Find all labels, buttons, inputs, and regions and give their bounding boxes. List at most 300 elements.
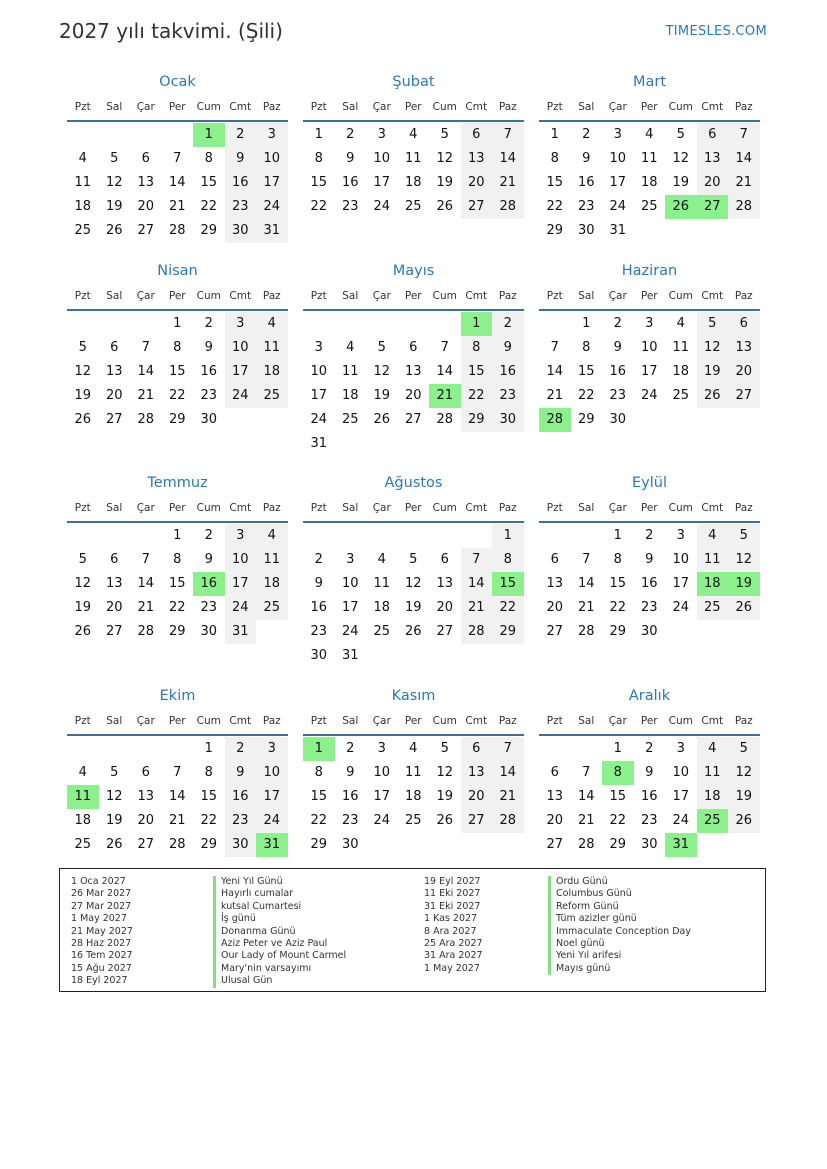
day-cell: 11 (74, 175, 92, 190)
weekday-label: Cmt (701, 502, 724, 514)
day-cell: 6 (110, 552, 119, 567)
empty-cell (303, 524, 335, 548)
day-cell: 19 (105, 199, 123, 214)
empty-cell (571, 524, 603, 548)
day-cell: 26 (728, 596, 760, 620)
day-cell: 29 (310, 837, 328, 852)
day-cell: 14 (461, 572, 493, 596)
weekday-label: Cmt (229, 715, 252, 727)
day-cell: 30 (609, 412, 627, 427)
day-cell: 28 (577, 837, 595, 852)
day-cell: 22 (310, 199, 328, 214)
week-row (539, 785, 760, 809)
weekday-label: Paz (498, 715, 517, 727)
day-cell: 7 (173, 151, 182, 166)
holiday-date: 15 Ağu 2027 (71, 962, 132, 974)
week-row (303, 171, 524, 195)
weekday-header (303, 96, 524, 122)
month-name: Mart (632, 74, 667, 90)
day-cell: 24 (672, 600, 690, 615)
day-cell: 2 (645, 528, 654, 543)
day-cell: 23 (609, 388, 627, 403)
holiday-name: Ulusal Gün (213, 975, 346, 987)
day-cell: 10 (256, 761, 288, 785)
month-name: Temmuz (147, 475, 208, 491)
weekday-label: Paz (262, 502, 281, 514)
week-row (539, 737, 760, 761)
day-cell: 13 (546, 789, 564, 804)
week-row (539, 761, 760, 785)
empty-cell (398, 524, 430, 548)
weekday-label: Çar (372, 715, 391, 727)
day-cell: 28 (461, 620, 493, 644)
weekday-header (67, 497, 288, 523)
weekday-label: Pzt (546, 290, 563, 302)
empty-cell (461, 644, 493, 668)
day-cell: 3 (676, 741, 685, 756)
holiday-date: 21 May 2027 (71, 925, 133, 937)
holiday-name: kutsal Cumartesi (213, 901, 346, 913)
day-cell: 13 (436, 576, 454, 591)
weekday-header (539, 285, 760, 311)
day-cell: 11 (404, 151, 422, 166)
day-cell: 24 (373, 813, 391, 828)
day-cell: 8 (613, 552, 622, 567)
day-cell: 25 (373, 624, 391, 639)
empty-cell (665, 620, 697, 644)
week-row (303, 572, 524, 596)
week-row (539, 524, 760, 548)
day-cell: 3 (225, 524, 257, 548)
day-cell: 21 (137, 600, 155, 615)
day-cell: 14 (436, 364, 454, 379)
day-cell: 23 (640, 600, 658, 615)
week-row (303, 620, 524, 644)
holiday-name: Donanma Günü (213, 926, 346, 938)
empty-cell (697, 620, 729, 644)
week-row (539, 195, 760, 219)
day-cell: 2 (204, 528, 213, 543)
day-cell: 30 (577, 223, 595, 238)
day-cell: 27 (137, 837, 155, 852)
day-cell: 4 (256, 524, 288, 548)
day-cell: 23 (492, 384, 524, 408)
week-row (303, 833, 524, 857)
day-cell: 7 (440, 340, 449, 355)
day-cell: 3 (613, 127, 622, 142)
holiday-date: 19 Eyl 2027 (424, 876, 481, 887)
holiday-date: 16 Tem 2027 (71, 950, 133, 962)
day-cell: 24 (341, 624, 359, 639)
month-block (303, 686, 524, 857)
empty-cell (461, 524, 493, 548)
day-cell: 5 (377, 340, 386, 355)
day-cell: 20 (137, 199, 155, 214)
week-row (539, 548, 760, 572)
day-cell: 25 (74, 837, 92, 852)
day-cell: 11 (373, 576, 391, 591)
weekday-label: Pzt (310, 502, 327, 514)
day-cell: 20 (105, 388, 123, 403)
empty-cell (162, 737, 194, 761)
day-cell: 15 (461, 360, 493, 384)
empty-cell (130, 524, 162, 548)
day-cell: 10 (310, 364, 328, 379)
holiday-day-cell: 1 (461, 312, 493, 336)
day-cell: 25 (404, 813, 422, 828)
day-cell: 22 (577, 388, 595, 403)
month-name: Haziran (621, 263, 678, 279)
day-cell: 3 (645, 316, 654, 331)
day-cell: 21 (461, 596, 493, 620)
day-cell: 16 (640, 789, 658, 804)
weekday-label: Sal (578, 290, 595, 302)
weekday-label: Cmt (465, 101, 488, 113)
day-cell: 15 (200, 175, 218, 190)
weekday-label: Çar (608, 502, 627, 514)
month-block (539, 686, 760, 857)
legend-dates-left (71, 876, 133, 988)
weekday-label: Sal (106, 502, 123, 514)
week-row (303, 524, 524, 548)
empty-cell (728, 833, 760, 857)
day-cell: 14 (577, 789, 595, 804)
day-cell: 26 (728, 809, 760, 833)
day-cell: 2 (346, 741, 355, 756)
day-cell: 17 (373, 789, 391, 804)
day-cell: 24 (256, 195, 288, 219)
empty-cell (539, 312, 571, 336)
day-cell: 19 (105, 813, 123, 828)
weekday-label: Cmt (229, 502, 252, 514)
day-cell: 8 (204, 765, 213, 780)
day-cell: 26 (74, 412, 92, 427)
holiday-date: 18 Eyl 2027 (71, 975, 128, 987)
day-cell: 2 (645, 741, 654, 756)
weekday-header (539, 497, 760, 523)
day-cell: 5 (440, 741, 449, 756)
day-cell: 28 (168, 223, 186, 238)
weekday-label: Sal (342, 502, 359, 514)
day-cell: 26 (436, 199, 454, 214)
day-cell: 28 (492, 195, 524, 219)
day-cell: 29 (546, 223, 564, 238)
empty-cell (99, 123, 131, 147)
day-cell: 19 (436, 789, 454, 804)
week-row (303, 147, 524, 171)
month-name: Ağustos (384, 475, 443, 491)
holiday-date: 1 May 2027 (71, 913, 127, 925)
day-cell: 17 (341, 600, 359, 615)
weekday-label: Paz (262, 101, 281, 113)
holiday-name: Our Lady of Mount Carmel (213, 950, 346, 962)
day-cell: 1 (613, 741, 622, 756)
week-row (539, 336, 760, 360)
day-cell: 12 (74, 364, 92, 379)
weekday-label: Cmt (465, 502, 488, 514)
day-cell: 12 (74, 576, 92, 591)
brand-link[interactable]: TIMESLES.COM (665, 24, 767, 39)
day-cell: 18 (256, 360, 288, 384)
holiday-date: 1 Oca 2027 (71, 876, 126, 887)
day-cell: 25 (672, 388, 690, 403)
day-cell: 16 (577, 175, 595, 190)
day-cell: 10 (373, 151, 391, 166)
day-cell: 14 (492, 761, 524, 785)
empty-cell (665, 219, 697, 243)
weekday-label: Paz (498, 290, 517, 302)
day-cell: 13 (137, 175, 155, 190)
day-cell: 28 (492, 809, 524, 833)
weekday-label: Çar (608, 290, 627, 302)
day-cell: 4 (346, 340, 355, 355)
day-cell: 1 (173, 528, 182, 543)
day-cell: 26 (105, 837, 123, 852)
day-cell: 13 (728, 336, 760, 360)
empty-cell (429, 312, 461, 336)
day-cell: 30 (225, 219, 257, 243)
day-cell: 25 (74, 223, 92, 238)
day-cell: 22 (200, 199, 218, 214)
empty-cell (335, 432, 367, 456)
weekday-label: Per (640, 502, 658, 514)
week-row (303, 761, 524, 785)
month-name: Şubat (392, 74, 435, 90)
day-cell: 18 (341, 388, 359, 403)
weekday-label: Paz (262, 715, 281, 727)
day-cell: 17 (225, 360, 257, 384)
weekday-label: Cum (432, 101, 457, 113)
day-cell: 13 (105, 576, 123, 591)
empty-cell (162, 123, 194, 147)
weekday-label: Cum (432, 502, 457, 514)
day-cell: 13 (697, 147, 729, 171)
week-row (303, 384, 524, 408)
holiday-name: Tüm azizler günü (548, 913, 691, 925)
day-cell: 7 (582, 765, 591, 780)
day-cell: 5 (676, 127, 685, 142)
day-cell: 23 (341, 199, 359, 214)
day-cell: 5 (110, 765, 119, 780)
weekday-label: Per (404, 290, 422, 302)
legend-dates-right (424, 876, 483, 975)
weekday-label: Cmt (229, 101, 252, 113)
empty-cell (697, 408, 729, 432)
month-block (539, 261, 760, 432)
month-name: Aralık (628, 688, 671, 704)
day-cell: 11 (256, 336, 288, 360)
day-cell: 9 (346, 151, 355, 166)
weekday-label: Cum (668, 101, 693, 113)
day-cell: 25 (404, 199, 422, 214)
day-cell: 8 (550, 151, 559, 166)
day-cell: 29 (609, 837, 627, 852)
day-cell: 13 (546, 576, 564, 591)
day-cell: 28 (728, 195, 760, 219)
day-cell: 16 (225, 785, 257, 809)
empty-cell (398, 833, 430, 857)
day-cell: 27 (105, 412, 123, 427)
holiday-name: Noel günü (548, 938, 691, 950)
day-cell: 10 (373, 765, 391, 780)
weekday-label: Paz (734, 715, 753, 727)
day-cell: 18 (697, 785, 729, 809)
day-cell: 28 (168, 837, 186, 852)
day-cell: 27 (137, 223, 155, 238)
day-cell: 4 (409, 741, 418, 756)
holiday-name: Aziz Peter ve Aziz Paul (213, 938, 346, 950)
day-cell: 22 (168, 388, 186, 403)
day-cell: 7 (492, 737, 524, 761)
week-row (67, 620, 288, 644)
week-row (67, 219, 288, 243)
day-cell: 17 (310, 388, 328, 403)
day-cell: 23 (640, 813, 658, 828)
day-cell: 7 (550, 340, 559, 355)
day-cell: 11 (404, 765, 422, 780)
holiday-day-cell: 19 (728, 572, 760, 596)
empty-cell (99, 737, 131, 761)
day-cell: 7 (141, 340, 150, 355)
week-row (67, 336, 288, 360)
week-row (303, 195, 524, 219)
day-cell: 23 (200, 600, 218, 615)
week-row (539, 312, 760, 336)
week-row (67, 408, 288, 432)
empty-cell (366, 432, 398, 456)
weekday-label: Cmt (229, 290, 252, 302)
weekday-label: Paz (734, 502, 753, 514)
day-cell: 7 (582, 552, 591, 567)
day-cell: 21 (168, 199, 186, 214)
week-row (67, 833, 288, 857)
month-block (303, 261, 524, 456)
day-cell: 29 (200, 837, 218, 852)
day-cell: 9 (314, 576, 323, 591)
empty-cell (67, 123, 99, 147)
weekday-header (303, 710, 524, 736)
day-cell: 31 (341, 648, 359, 663)
day-cell: 6 (461, 737, 493, 761)
day-cell: 5 (728, 737, 760, 761)
week-row (539, 833, 760, 857)
holiday-day-cell: 25 (697, 809, 729, 833)
day-cell: 19 (672, 175, 690, 190)
empty-cell (429, 524, 461, 548)
day-cell: 8 (173, 552, 182, 567)
day-cell: 31 (225, 620, 257, 644)
day-cell: 18 (404, 789, 422, 804)
day-cell: 23 (225, 809, 257, 833)
weekday-label: Pzt (546, 502, 563, 514)
month-block (67, 473, 288, 644)
day-cell: 23 (200, 388, 218, 403)
day-cell: 13 (105, 364, 123, 379)
day-cell: 7 (141, 552, 150, 567)
week-row (67, 548, 288, 572)
weekday-label: Cum (196, 715, 221, 727)
day-cell: 21 (546, 388, 564, 403)
day-cell: 27 (546, 837, 564, 852)
month-block (67, 72, 288, 243)
day-cell: 15 (168, 576, 186, 591)
day-cell: 22 (546, 199, 564, 214)
day-cell: 19 (728, 785, 760, 809)
week-row (67, 171, 288, 195)
empty-cell (697, 219, 729, 243)
weekday-label: Çar (372, 290, 391, 302)
day-cell: 9 (645, 765, 654, 780)
day-cell: 10 (609, 151, 627, 166)
day-cell: 30 (310, 648, 328, 663)
day-cell: 1 (204, 741, 213, 756)
weekday-label: Cum (432, 715, 457, 727)
holiday-name: Immaculate Conception Day (548, 926, 691, 938)
day-cell: 16 (310, 600, 328, 615)
day-cell: 20 (546, 600, 564, 615)
day-cell: 10 (225, 336, 257, 360)
week-row (67, 123, 288, 147)
day-cell: 17 (373, 175, 391, 190)
week-row (67, 809, 288, 833)
week-row (67, 384, 288, 408)
week-row (303, 123, 524, 147)
day-cell: 2 (582, 127, 591, 142)
weekday-label: Per (404, 715, 422, 727)
empty-cell (665, 408, 697, 432)
week-row (67, 312, 288, 336)
day-cell: 10 (672, 552, 690, 567)
day-cell: 17 (256, 171, 288, 195)
day-cell: 4 (676, 316, 685, 331)
day-cell: 29 (577, 412, 595, 427)
day-cell: 3 (225, 312, 257, 336)
empty-cell (492, 833, 524, 857)
day-cell: 30 (200, 412, 218, 427)
holiday-name: İş günü (213, 913, 346, 925)
month-block (539, 473, 760, 644)
holiday-date: 26 Mar 2027 (71, 888, 132, 900)
day-cell: 14 (137, 576, 155, 591)
week-row (67, 524, 288, 548)
weekday-header (303, 285, 524, 311)
week-row (303, 312, 524, 336)
day-cell: 14 (492, 147, 524, 171)
day-cell: 5 (440, 127, 449, 142)
empty-cell (398, 432, 430, 456)
weekday-label: Sal (578, 502, 595, 514)
day-cell: 30 (225, 833, 257, 857)
holiday-day-cell: 31 (665, 833, 697, 857)
day-cell: 9 (204, 552, 213, 567)
day-cell: 30 (200, 624, 218, 639)
day-cell: 17 (256, 785, 288, 809)
day-cell: 2 (225, 123, 257, 147)
weekday-label: Sal (342, 290, 359, 302)
day-cell: 18 (404, 175, 422, 190)
day-cell: 25 (697, 596, 729, 620)
day-cell: 20 (461, 785, 493, 809)
day-cell: 3 (256, 737, 288, 761)
weekday-label: Per (640, 290, 658, 302)
holiday-date: 31 Ara 2027 (424, 950, 483, 962)
page-title: 2027 yılı takvimi. (Şili) (59, 19, 283, 43)
weekday-label: Paz (498, 101, 517, 113)
day-cell: 9 (346, 765, 355, 780)
weekday-label: Çar (136, 101, 155, 113)
holiday-day-cell: 21 (429, 384, 461, 408)
empty-cell (366, 524, 398, 548)
